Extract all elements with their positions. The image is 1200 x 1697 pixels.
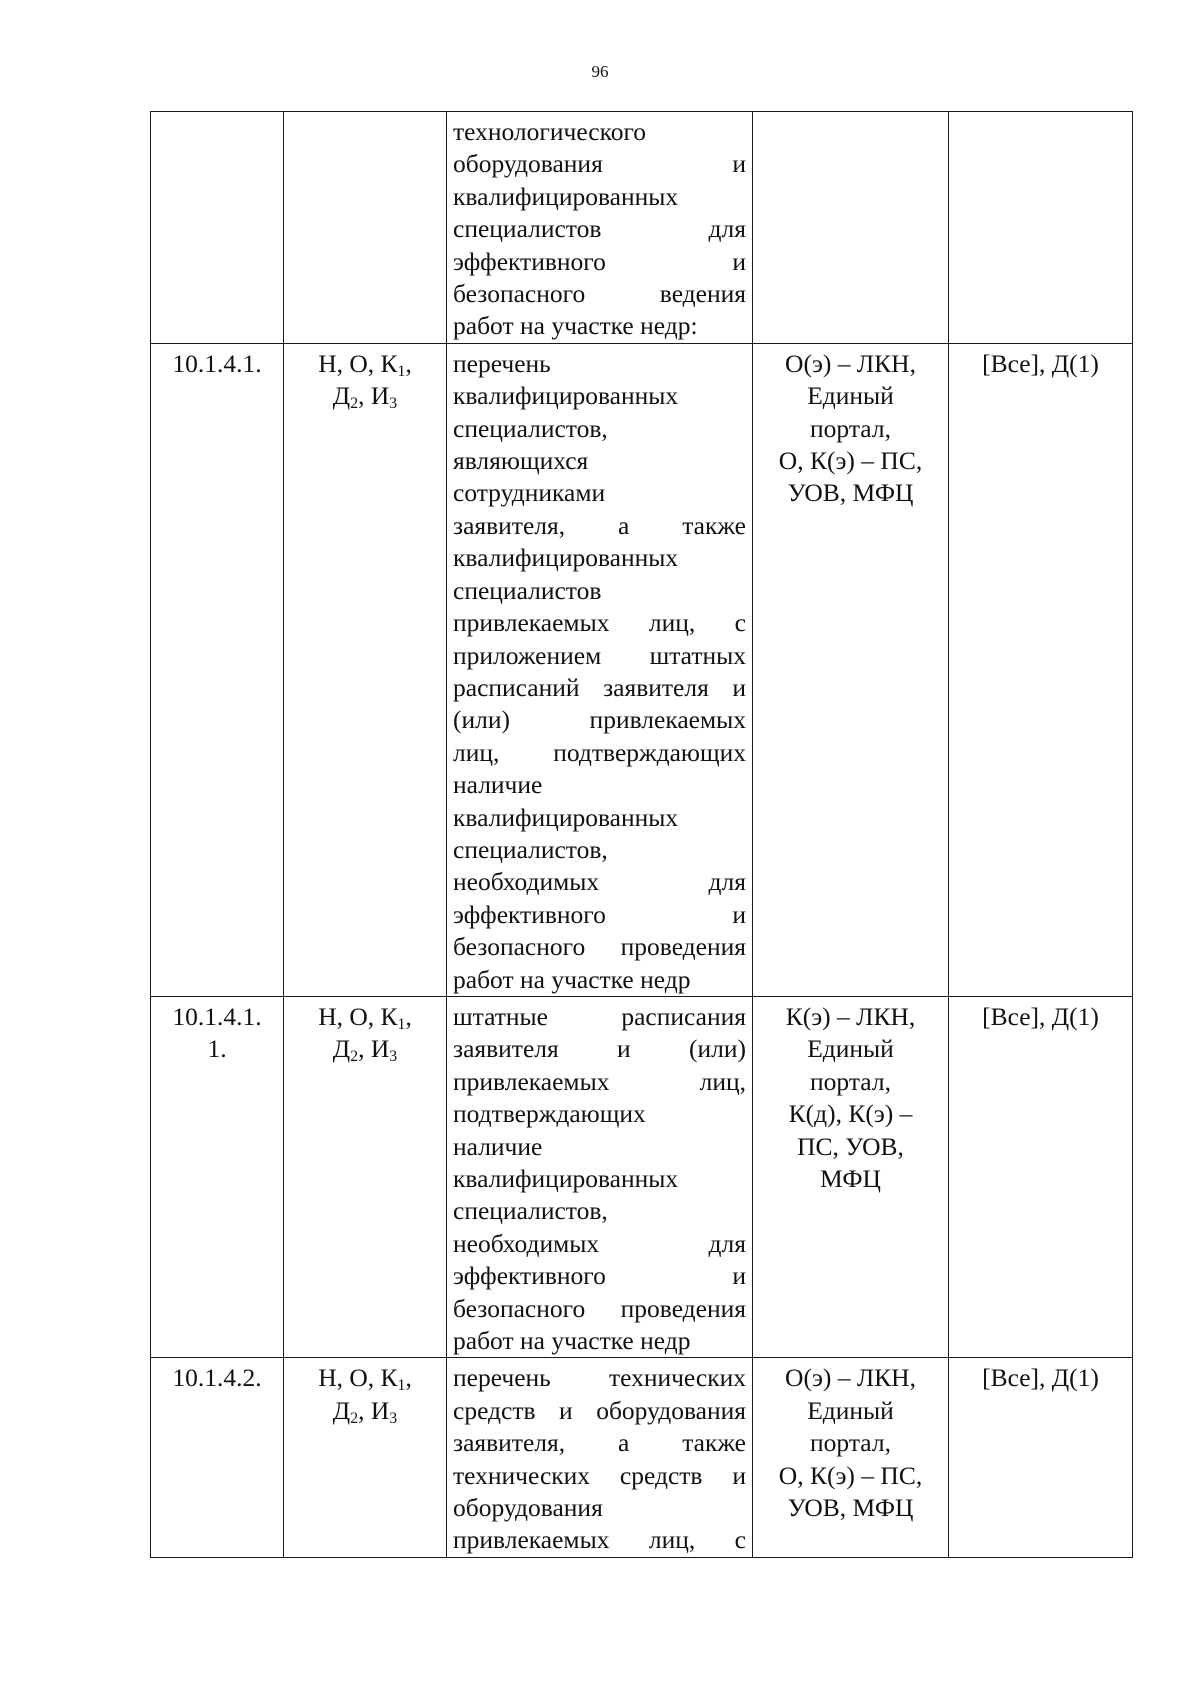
description-line: специалистов, xyxy=(453,1196,608,1226)
description-line: квалифицированных xyxy=(453,543,679,573)
table-row xyxy=(151,1358,1133,1557)
submission-method-line: Единый xyxy=(807,1395,894,1425)
description-line: заявителя и (или) xyxy=(453,1034,746,1064)
submission-method-line: портал, xyxy=(810,1066,891,1096)
table-body xyxy=(151,112,1133,1558)
description-line: квалифицированных xyxy=(453,181,679,211)
description-line: технологического xyxy=(453,117,647,146)
submission-method-line: К(э) – ЛКН, xyxy=(785,1001,916,1031)
description-line: оборудования xyxy=(453,1493,603,1523)
applicant-category: [Все], Д(1) xyxy=(982,1363,1099,1393)
description-line: привлекаемых лиц, с xyxy=(453,608,746,638)
description-line: подтверждающих xyxy=(453,1099,646,1129)
page-number: 96 xyxy=(591,62,609,81)
codes-cell xyxy=(284,112,447,344)
description-line: заявителя, а также xyxy=(453,510,746,540)
submission-method-cell xyxy=(753,1358,949,1557)
description-line: привлекаемых лиц, с xyxy=(453,1525,746,1555)
description-line: квалифицированных xyxy=(453,802,679,832)
description-line: заявителя, а также xyxy=(453,1428,746,1458)
description-line: приложением штатных xyxy=(453,640,746,670)
description-line: специалистов xyxy=(453,575,602,605)
table-row xyxy=(151,343,1133,996)
submission-method-cell xyxy=(753,343,949,996)
codes-line: $Д_2$, $И_3$ xyxy=(332,381,398,413)
description-line: квалифицированных xyxy=(453,1164,679,1193)
description-line: специалистов, xyxy=(453,834,608,864)
item-number-cell xyxy=(151,343,284,996)
applicant-category-cell xyxy=(949,996,1133,1357)
requirements-table xyxy=(150,111,1133,1558)
submission-method-line: О, К(э) – ПС, xyxy=(778,446,923,476)
item-number-cell xyxy=(151,996,284,1357)
description-cell xyxy=(447,1358,753,1557)
description-line: средств и оборудования xyxy=(453,1395,746,1425)
applicant-category: [Все], Д(1) xyxy=(982,348,1099,378)
submission-method-cell xyxy=(753,996,949,1357)
description-line: наличие xyxy=(453,770,543,800)
codes-cell xyxy=(284,996,447,1357)
description-line: технических средств и xyxy=(453,1460,746,1490)
description-line: лиц, подтверждающих xyxy=(453,737,746,767)
submission-method-line: ПС, УОВ, xyxy=(797,1131,904,1161)
description-line: перечень технических xyxy=(453,1363,746,1393)
submission-method-line: УОВ, МФЦ xyxy=(787,478,914,508)
table-row xyxy=(151,996,1133,1357)
submission-method-line: УОВ, МФЦ xyxy=(787,1493,914,1523)
description-line: квалифицированных xyxy=(453,381,679,411)
submission-method-cell xyxy=(753,112,949,344)
description-line: привлекаемых лиц, xyxy=(453,1066,746,1096)
description-line: наличие xyxy=(453,1131,543,1161)
item-number: 10.1.4.1. xyxy=(172,348,262,378)
description-line: работ на участке недр: xyxy=(453,311,698,341)
submission-method-line: Единый xyxy=(807,381,894,411)
description-line: штатные расписания xyxy=(453,1001,746,1031)
item-number: 10.1.4.2. xyxy=(172,1363,262,1393)
submission-method-line: Единый xyxy=(807,1034,894,1064)
submission-method-line: портал, xyxy=(810,1428,891,1458)
submission-method-line: О(э) – ЛКН, xyxy=(785,348,916,378)
submission-method-line: МФЦ xyxy=(820,1164,881,1193)
description-line: специалистов для xyxy=(453,214,746,244)
submission-method-line: К(д), К(э) – xyxy=(788,1099,913,1129)
description-line: работ на участке недр xyxy=(453,964,691,994)
item-number-cell xyxy=(151,112,284,344)
codes-line: Н, О, $К_1$, xyxy=(318,348,412,380)
codes-line: Н, О, $К_1$, xyxy=(318,1001,412,1033)
codes-cell xyxy=(284,343,447,996)
applicant-category-cell xyxy=(949,112,1133,344)
description-line: работ на участке недр xyxy=(453,1326,691,1356)
description-cell xyxy=(447,996,753,1357)
codes-line: $Д_2$, $И_3$ xyxy=(332,1034,398,1066)
submission-method-line: портал, xyxy=(810,413,891,443)
description-line: эффективного и xyxy=(453,899,746,929)
applicant-category-cell xyxy=(949,343,1133,996)
description-line: (или) привлекаемых xyxy=(453,705,746,735)
description-line: сотрудниками xyxy=(453,478,606,508)
item-number: 1. xyxy=(207,1034,227,1064)
table-row xyxy=(151,112,1133,344)
description-line: необходимых для xyxy=(453,1228,746,1258)
description-line: необходимых для xyxy=(453,867,746,897)
description-line: безопасного проведения xyxy=(453,932,746,962)
codes-line: $Д_2$, $И_3$ xyxy=(332,1395,398,1427)
codes-cell xyxy=(284,1358,447,1557)
applicant-category: [Все], Д(1) xyxy=(982,1001,1099,1031)
description-line: являющихся xyxy=(453,446,589,476)
description-line: специалистов, xyxy=(453,413,608,443)
description-line: эффективного и xyxy=(453,1261,746,1291)
description-cell xyxy=(447,343,753,996)
codes-line: Н, О, $К_1$, xyxy=(318,1363,412,1395)
description-line: оборудования и xyxy=(453,149,746,179)
description-line: перечень xyxy=(453,348,551,378)
description-line: безопасного проведения xyxy=(453,1293,746,1323)
applicant-category-cell xyxy=(949,1358,1133,1557)
submission-method-line: О(э) – ЛКН, xyxy=(785,1363,916,1393)
description-line: эффективного и xyxy=(453,246,746,276)
description-cell xyxy=(447,112,753,344)
item-number-cell xyxy=(151,1358,284,1557)
description-line: безопасного ведения xyxy=(453,279,746,309)
description-line: расписаний заявителя и xyxy=(453,672,746,702)
submission-method-line: О, К(э) – ПС, xyxy=(778,1460,923,1490)
item-number: 10.1.4.1. xyxy=(172,1001,262,1031)
